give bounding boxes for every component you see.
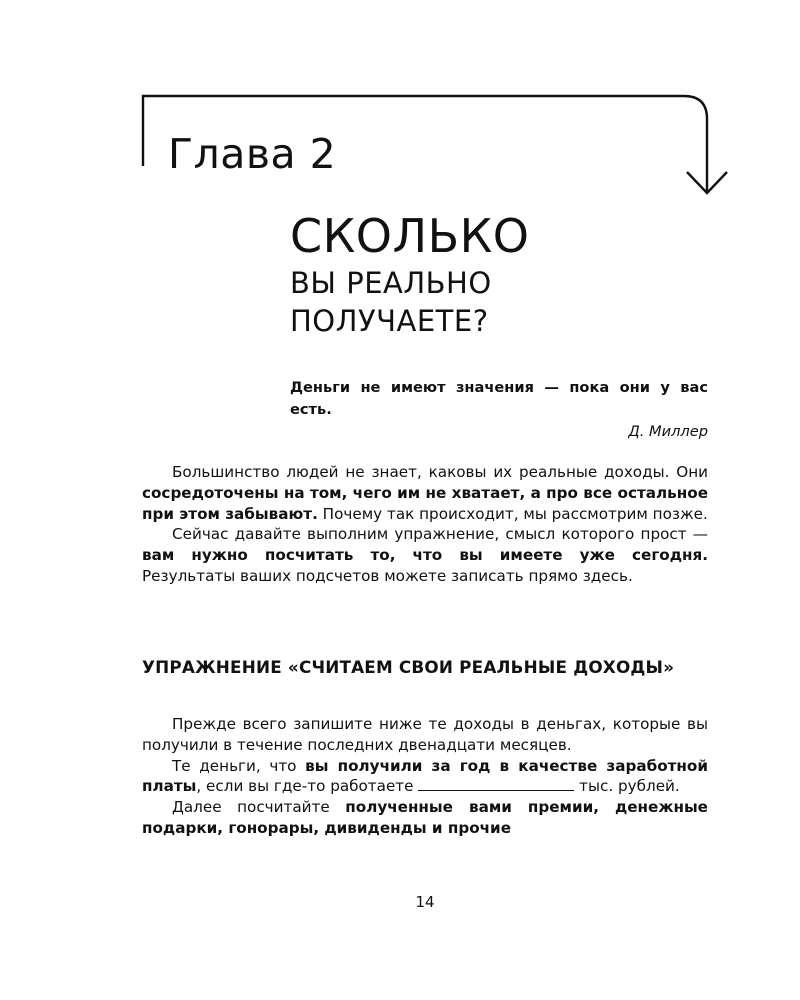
epigraph xyxy=(290,377,708,443)
epigraph-author: Д. Миллер xyxy=(628,423,708,440)
fill-in-blank-line[interactable] xyxy=(418,776,574,791)
bold-run: вам нужно посчитать то, что вы имеете уже сегодня. xyxy=(142,546,708,565)
chapter-title xyxy=(290,208,530,340)
exercise-paragraph-3 xyxy=(142,797,708,839)
chapter-label: Глава 2 xyxy=(168,128,342,180)
exercise-paragraph-2 xyxy=(142,756,708,798)
text-run: Почему так происходит, мы рассмотрим позже. xyxy=(317,504,708,523)
chapter-title-line-2: ВЫ РЕАЛЬНО xyxy=(290,266,492,300)
text-run: Результаты ваших подсчетов можете записать прямо здесь. xyxy=(142,566,633,585)
text-run: Большинство людей не знает, каковы их реальные доходы. Они xyxy=(172,463,708,481)
page-number: 14 xyxy=(415,893,435,911)
bold-run: полученные вами премии, денежные подарки, гонорары, дивиденды и прочие xyxy=(142,798,708,837)
chapter-title-line-3: ПОЛУЧАЕТЕ? xyxy=(290,304,489,338)
intro-paragraph-1 xyxy=(142,462,708,524)
epigraph-quote: Деньги не имеют значения — пока они у вас есть. xyxy=(290,379,708,418)
chapter-title-line-1: СКОЛЬКО xyxy=(290,209,530,263)
text-run: Далее посчитайте xyxy=(172,798,346,817)
text-run: , если вы где-то работаете xyxy=(196,777,419,796)
text-run: тыс. рублей. xyxy=(574,777,680,796)
text-run: Сейчас давайте выполним упражнение, смысл которого прост — xyxy=(172,525,708,544)
text-run: Те деньги, что xyxy=(172,756,306,775)
exercise-text xyxy=(142,714,708,839)
intro-paragraph-2 xyxy=(142,524,708,586)
bold-run: сосредоточены на том, чего им не хватает, а про все остальное при этом забывают. xyxy=(142,483,708,523)
intro-text xyxy=(142,462,708,587)
bold-run: вы получили за год в качестве заработной платы xyxy=(142,756,708,796)
exercise-paragraph-1: Прежде всего запишите ниже те доходы в деньгах, которые вы получили в течение последних двенадцати месяцев. xyxy=(142,715,708,754)
exercise-heading: УПРАЖНЕНИЕ «СЧИТАЕМ СВОИ РЕАЛЬНЫЕ ДОХОДЫ» xyxy=(142,657,675,677)
